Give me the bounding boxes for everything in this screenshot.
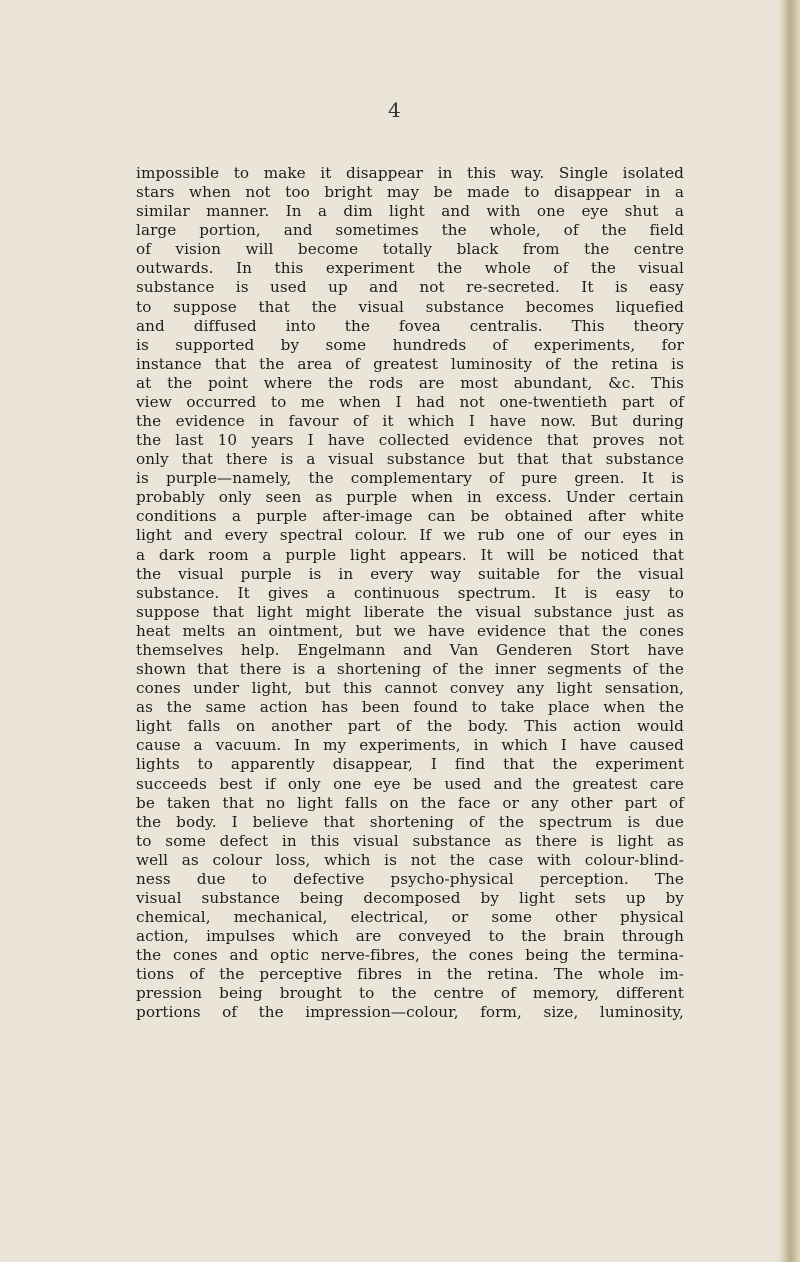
text-line: lights to apparently disappear, I find that the experiment (136, 755, 684, 774)
text-line: instance that the area of greatest luminosity of the retina is (136, 354, 684, 373)
text-line: shown that there is a shortening of the inner segments of the (136, 660, 684, 679)
text-line: conditions a purple after-image can be obtained after white (136, 507, 684, 526)
body-paragraph (136, 164, 684, 1023)
text-line: heat melts an ointment, but we have evidence that the cones (136, 621, 684, 640)
text-line: be taken that no light falls on the face or any other part of (136, 793, 684, 812)
text-line: as the same action has been found to take place when the (136, 698, 684, 717)
text-line: light and every spectral colour. If we rub one of our eyes in (136, 526, 684, 545)
text-line: a dark room a purple light appears. It will be noticed that (136, 545, 684, 564)
text-line: stars when not too bright may be made to disappear in a (136, 183, 684, 202)
text-line: and diffused into the fovea centralis. This theory (136, 316, 684, 335)
text-line: the body. I believe that shortening of the spectrum is due (136, 812, 684, 831)
text-line: visual substance being decomposed by light sets up by (136, 888, 684, 907)
text-line: chemical, mechanical, electrical, or some other physical (136, 908, 684, 927)
text-line: impossible to make it disappear in this way. Single isolated (136, 164, 684, 182)
text-line: only that there is a visual substance but that that substance (136, 450, 684, 469)
text-line: probably only seen as purple when in excess. Under certain (136, 488, 684, 507)
text-line: succeeds best if only one eye be used and the greatest care (136, 774, 684, 793)
text-line: is supported by some hundreds of experiments, for (136, 335, 684, 354)
text-line: suppose that light might liberate the visual substance just as (136, 602, 684, 621)
text-line: at the point where the rods are most abundant, &c. This (136, 373, 684, 392)
text-line: similar manner. In a dim light and with one eye shut a (136, 202, 684, 221)
text-line: portions of the impression—colour, form, size, luminosity, (136, 1003, 684, 1022)
text-line: view occurred to me when I had not one-twentieth part of (136, 392, 684, 411)
text-line: substance is used up and not re-secreted. It is easy (136, 278, 684, 297)
text-line: well as colour loss, which is not the case with colour-blind- (136, 850, 684, 869)
text-line: the cones and optic nerve-fibres, the cones being the termina- (136, 946, 684, 965)
text-line: large portion, and sometimes the whole, of the field (136, 221, 684, 240)
text-line: is purple—namely, the complementary of pure green. It is (136, 469, 684, 488)
text-line: cones under light, but this cannot convey any light sensation, (136, 679, 684, 698)
text-line: themselves help. Engelmann and Van Genderen Stort have (136, 640, 684, 659)
text-line: the last 10 years I have collected evidence that proves not (136, 431, 684, 450)
text-line: light falls on another part of the body. This action would (136, 717, 684, 736)
page-edge-shadow (778, 0, 800, 1262)
text-line: pression being brought to the centre of memory, different (136, 984, 684, 1003)
text-line: to suppose that the visual substance becomes liquefied (136, 297, 684, 316)
text-line: the evidence in favour of it which I have now. But during (136, 412, 684, 431)
text-line: the visual purple is in every way suitable for the visual (136, 564, 684, 583)
text-line: of vision will become totally black from the centre (136, 240, 684, 259)
text-line: cause a vacuum. In my experiments, in which I have caused (136, 736, 684, 755)
text-line: outwards. In this experiment the whole of the visual (136, 259, 684, 278)
text-line: tions of the perceptive fibres in the retina. The whole im- (136, 965, 684, 984)
text-line: substance. It gives a continuous spectrum. It is easy to (136, 583, 684, 602)
text-line: action, impulses which are conveyed to the brain through (136, 927, 684, 946)
text-line: to some defect in this visual substance as there is light as (136, 831, 684, 850)
text-line: ness due to defective psycho-physical perception. The (136, 869, 684, 888)
page-number: 4 (388, 98, 401, 122)
